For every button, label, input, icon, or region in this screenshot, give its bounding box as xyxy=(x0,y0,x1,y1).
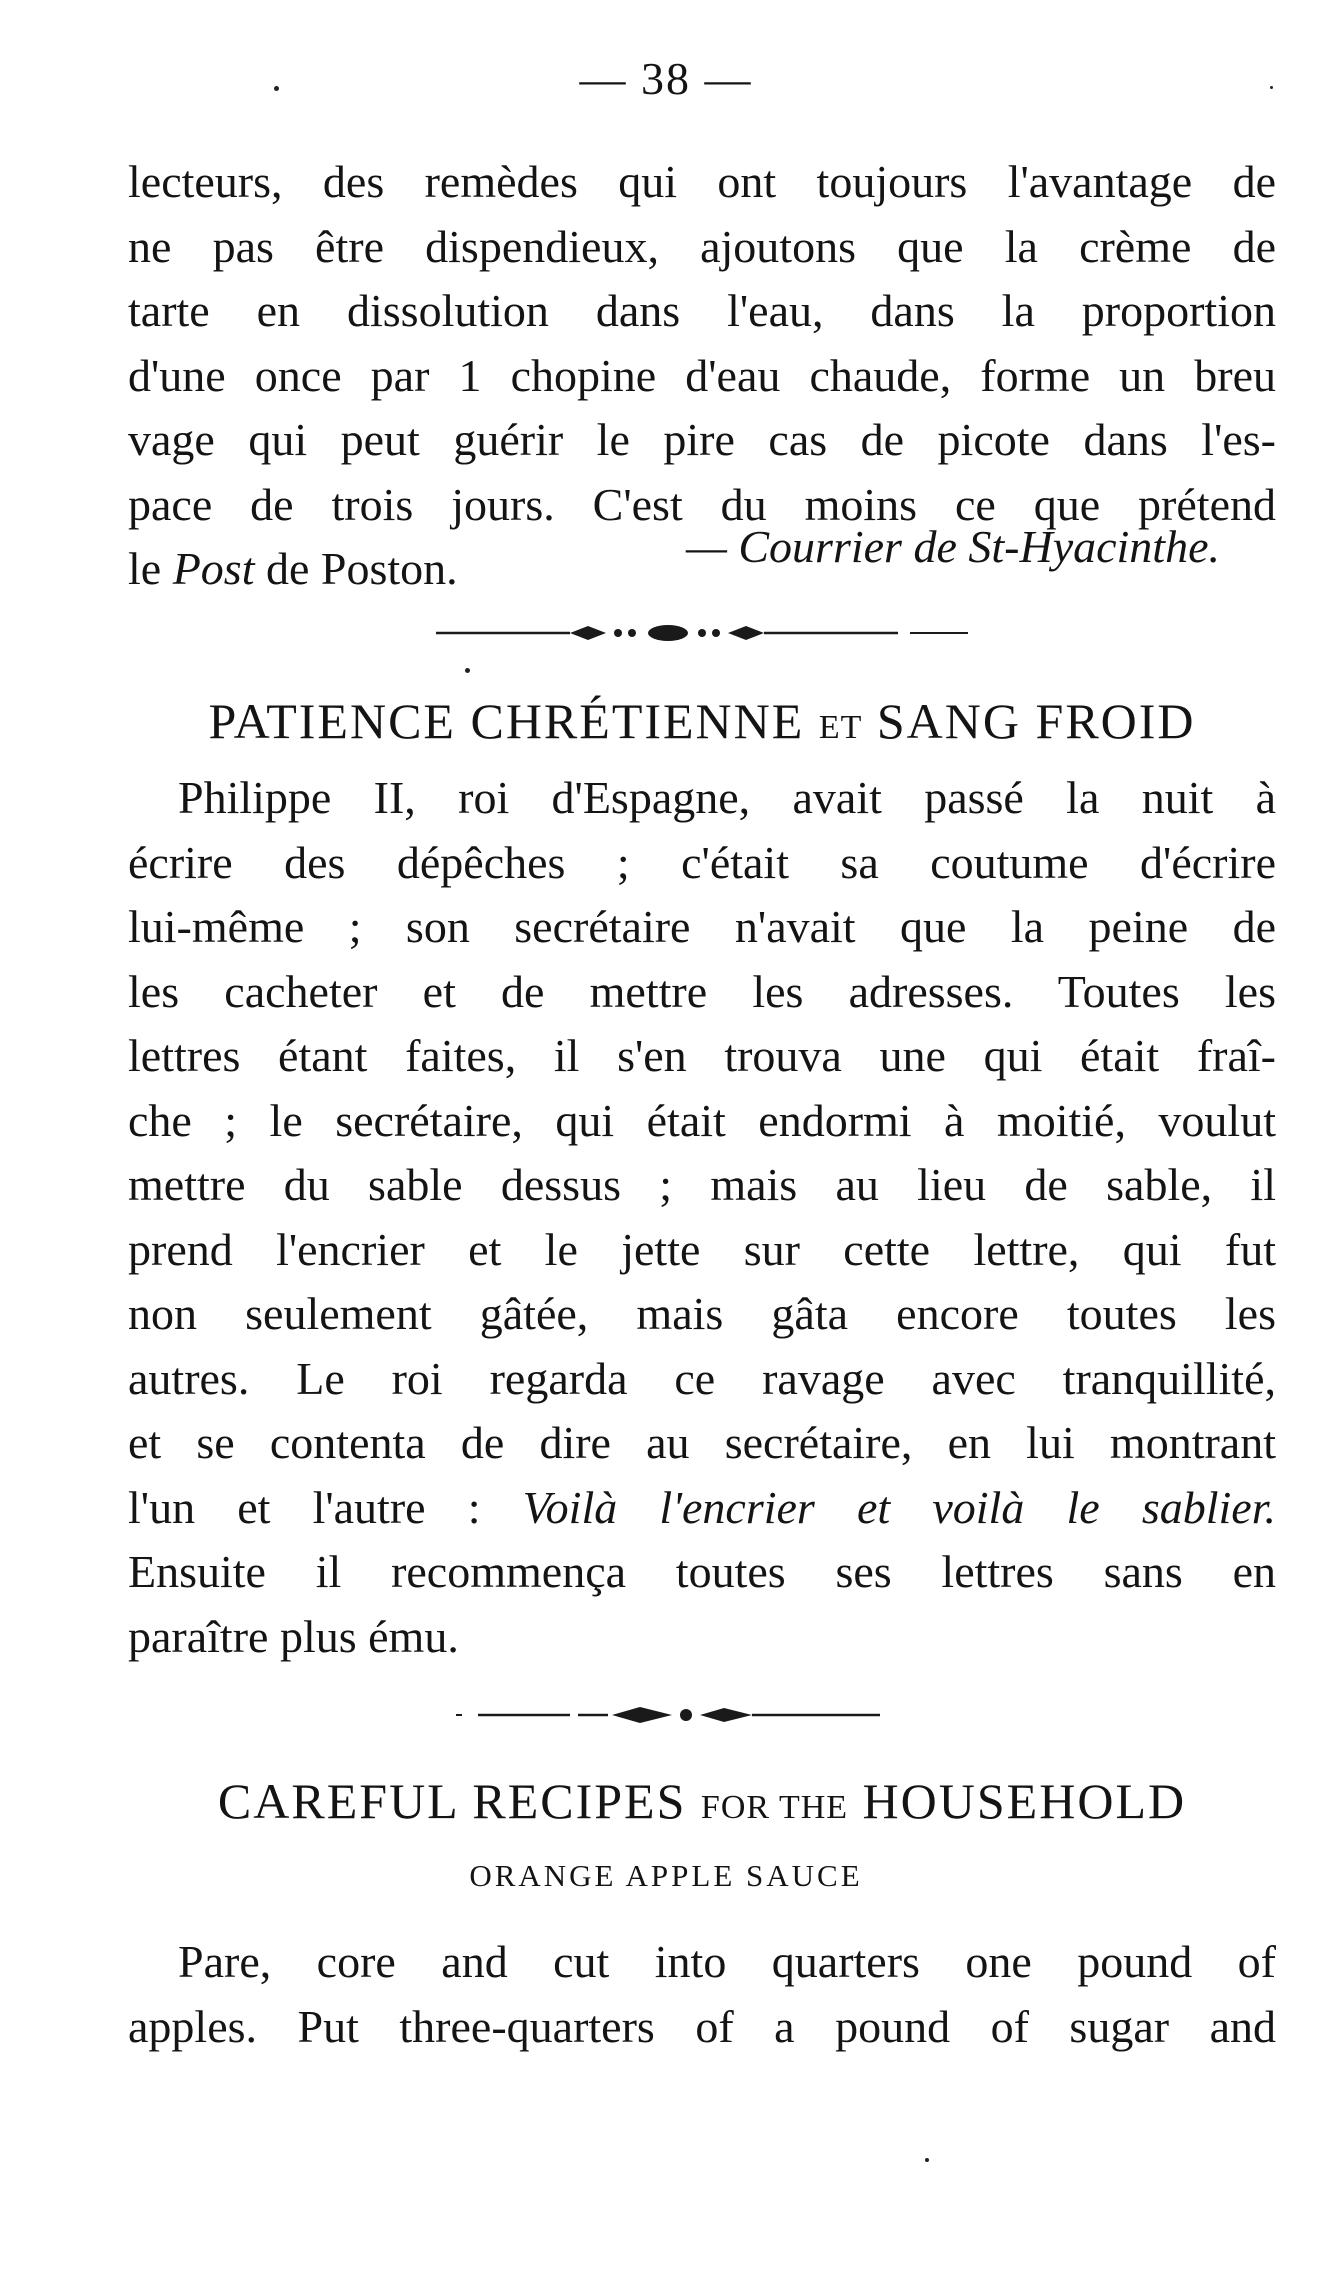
text-line: tarte en dissolution dans l'eau, dans la proportion xyxy=(128,285,1276,336)
newspaper-name: Post xyxy=(172,543,255,594)
text-line: non seulement gâtée, mais gâta encore toutes les xyxy=(128,1288,1276,1339)
text-line: apples. Put three-quarters of a pound of sugar and xyxy=(128,2000,1276,2052)
recipe-title: ORANGE APPLE SAUCE xyxy=(469,1858,863,1893)
anecdote-body xyxy=(128,766,1276,1669)
text-line: Pare, core and cut into quarters one pound of xyxy=(178,1936,1276,1987)
text-line: et se contenta de dire au secrétaire, en lui montrant xyxy=(128,1417,1276,1468)
text-line: Philippe II, roi d'Espagne, avait passé la nuit à xyxy=(178,772,1276,823)
text-line: vage qui peut guérir le pire cas de picote dans l'es- xyxy=(128,414,1276,465)
section-heading: CAREFUL RECIPES FOR THE HOUSEHOLD xyxy=(217,1773,1187,1829)
source-attribution: — Courrier de St-Hyacinthe. xyxy=(685,521,1220,572)
text-line: le Post de Poston. xyxy=(128,543,458,594)
text-line: mettre du sable dessus ; mais au lieu de sable, il xyxy=(128,1159,1276,1210)
text-line: prend l'encrier et le jette sur cette lettre, qui fut xyxy=(128,1223,1276,1275)
text-line: lecteurs, des remèdes qui ont toujours l'avantage de xyxy=(128,156,1276,207)
text-line: lettres étant faites, il s'en trouva une qui était fraî- xyxy=(128,1030,1276,1081)
section-heading: PATIENCE CHRÉTIENNE ET SANG FROID xyxy=(208,693,1196,749)
print-speck xyxy=(1270,86,1273,89)
text-line: l'un et l'autre : Voilà l'encrier et voilà le sablier. xyxy=(128,1481,1277,1533)
text-line: che ; le secrétaire, qui était endormi à moitié, voulut xyxy=(128,1094,1276,1146)
text-line: lui-même ; son secrétaire n'avait que la peine de xyxy=(128,901,1276,952)
ornamental-divider xyxy=(0,1700,1332,1730)
text-line: les cacheter et de mettre les adresses. Toutes les xyxy=(128,965,1276,1017)
print-speck xyxy=(465,668,470,673)
print-speck xyxy=(925,2158,929,2162)
text-line: Ensuite il recommença toutes ses lettres sans en xyxy=(128,1546,1276,1597)
text-line: autres. Le roi regarda ce ravage avec tranquillité, xyxy=(128,1352,1276,1404)
text-line: paraître plus ému. xyxy=(128,1610,459,1662)
recipe-body xyxy=(128,1930,1276,2059)
text-line: d'une once par 1 chopine d'eau chaude, forme un breu xyxy=(128,349,1276,401)
text-line: pace de trois jours. C'est du moins ce que prétend xyxy=(128,478,1276,530)
text-line: écrire des dépêches ; c'était sa coutume d'écrire xyxy=(128,836,1276,888)
page-number: — 38 — xyxy=(579,53,753,104)
ornamental-divider xyxy=(0,618,1332,648)
kings-quote: Voilà l'encrier et voilà le sablier. xyxy=(522,1481,1277,1533)
print-speck xyxy=(274,86,279,91)
text-line: ne pas être dispendieux, ajoutons que la crème de xyxy=(128,220,1276,272)
